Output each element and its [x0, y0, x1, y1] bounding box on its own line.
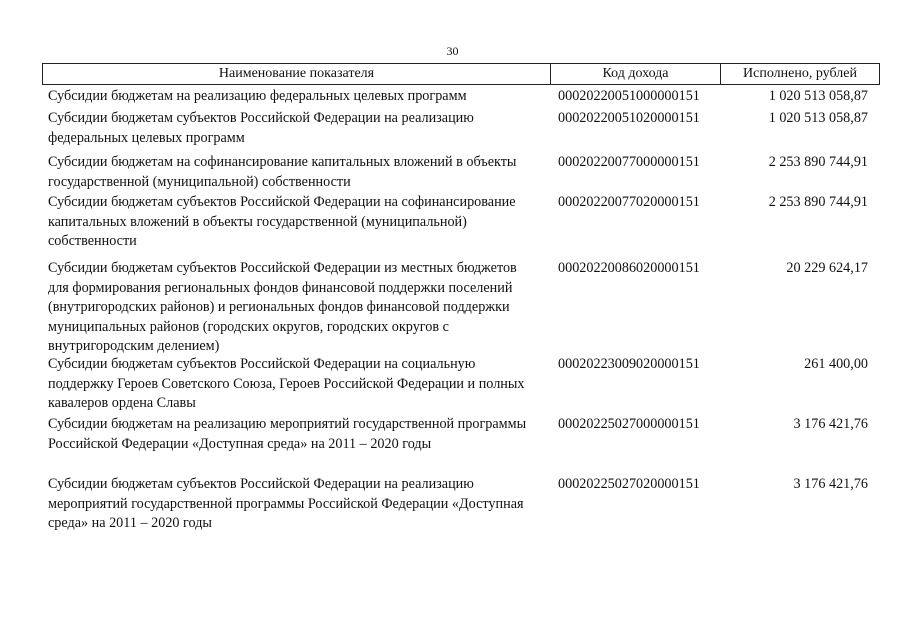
row-code: 00020225027000000151: [558, 416, 700, 432]
table-row: [42, 87, 880, 107]
row-name: Субсидии бюджетам на реализацию федеральных целевых программ: [48, 88, 467, 104]
row-code: 00020220077020000151: [558, 194, 700, 210]
header-amount: Исполнено, рублей: [743, 66, 857, 81]
table-row: [42, 193, 880, 259]
page-number: 30: [446, 44, 459, 58]
row-amount: 3 176 421,76: [793, 416, 868, 432]
row-amount: 3 176 421,76: [793, 476, 868, 492]
table-row: [42, 475, 880, 535]
header-code: Код дохода: [551, 64, 721, 84]
header-name: Наименование показателя: [43, 64, 551, 84]
row-name: Субсидии бюджетам субъектов Российской Федерации из местных бюджетов для формирования региональных фондов финансовой поддержки поселений (внутригородских районов) и региональных фондов финансовой поддержки муниципальных районов (городских округов, городских округов с внутригородским делением): [48, 260, 517, 354]
row-name: Субсидии бюджетам на софинансирование капитальных вложений в объекты государственной (муниципальной) собственности: [48, 154, 517, 190]
table-row: [42, 259, 880, 355]
row-name: Субсидии бюджетам субъектов Российской Федерации на реализацию мероприятий государственной программы Российской Федерации «Доступная среда» на 2011 – 2020 годы: [48, 476, 524, 531]
row-name: Субсидии бюджетам субъектов Российской Федерации на софинансирование капитальных вложений в объекты государственной (муниципальной) собственности: [48, 194, 516, 249]
row-amount: 1 020 513 058,87: [768, 88, 868, 104]
table-row: [42, 109, 880, 153]
row-code: 00020225027020000151: [558, 476, 700, 492]
row-code: 00020220051000000151: [558, 88, 700, 104]
row-code: 00020220086020000151: [558, 260, 700, 276]
table-header: [42, 63, 880, 85]
row-amount: 1 020 513 058,87: [768, 110, 868, 126]
row-name: Субсидии бюджетам на реализацию мероприятий государственной программы Российской Федерации «Доступная среда» на 2011 – 2020 годы: [48, 416, 527, 452]
table-row: [42, 355, 880, 415]
row-amount: 2 253 890 744,91: [768, 194, 868, 210]
row-name: Субсидии бюджетам субъектов Российской Федерации на реализацию федеральных целевых программ: [48, 110, 474, 146]
row-amount: 261 400,00: [804, 356, 868, 372]
row-name: Субсидии бюджетам субъектов Российской Федерации на социальную поддержку Героев Советского Союза, Героев Российской Федерации и полных кавалеров ордена Славы: [48, 356, 525, 411]
table-row: [42, 415, 880, 475]
row-code: 00020220051020000151: [558, 110, 700, 126]
row-code: 00020223009020000151: [558, 356, 700, 372]
revenue-table: [42, 63, 880, 535]
row-code: 00020220077000000151: [558, 154, 700, 170]
row-amount: 2 253 890 744,91: [768, 154, 868, 170]
row-amount: 20 229 624,17: [786, 260, 868, 276]
table-row: [42, 153, 880, 193]
